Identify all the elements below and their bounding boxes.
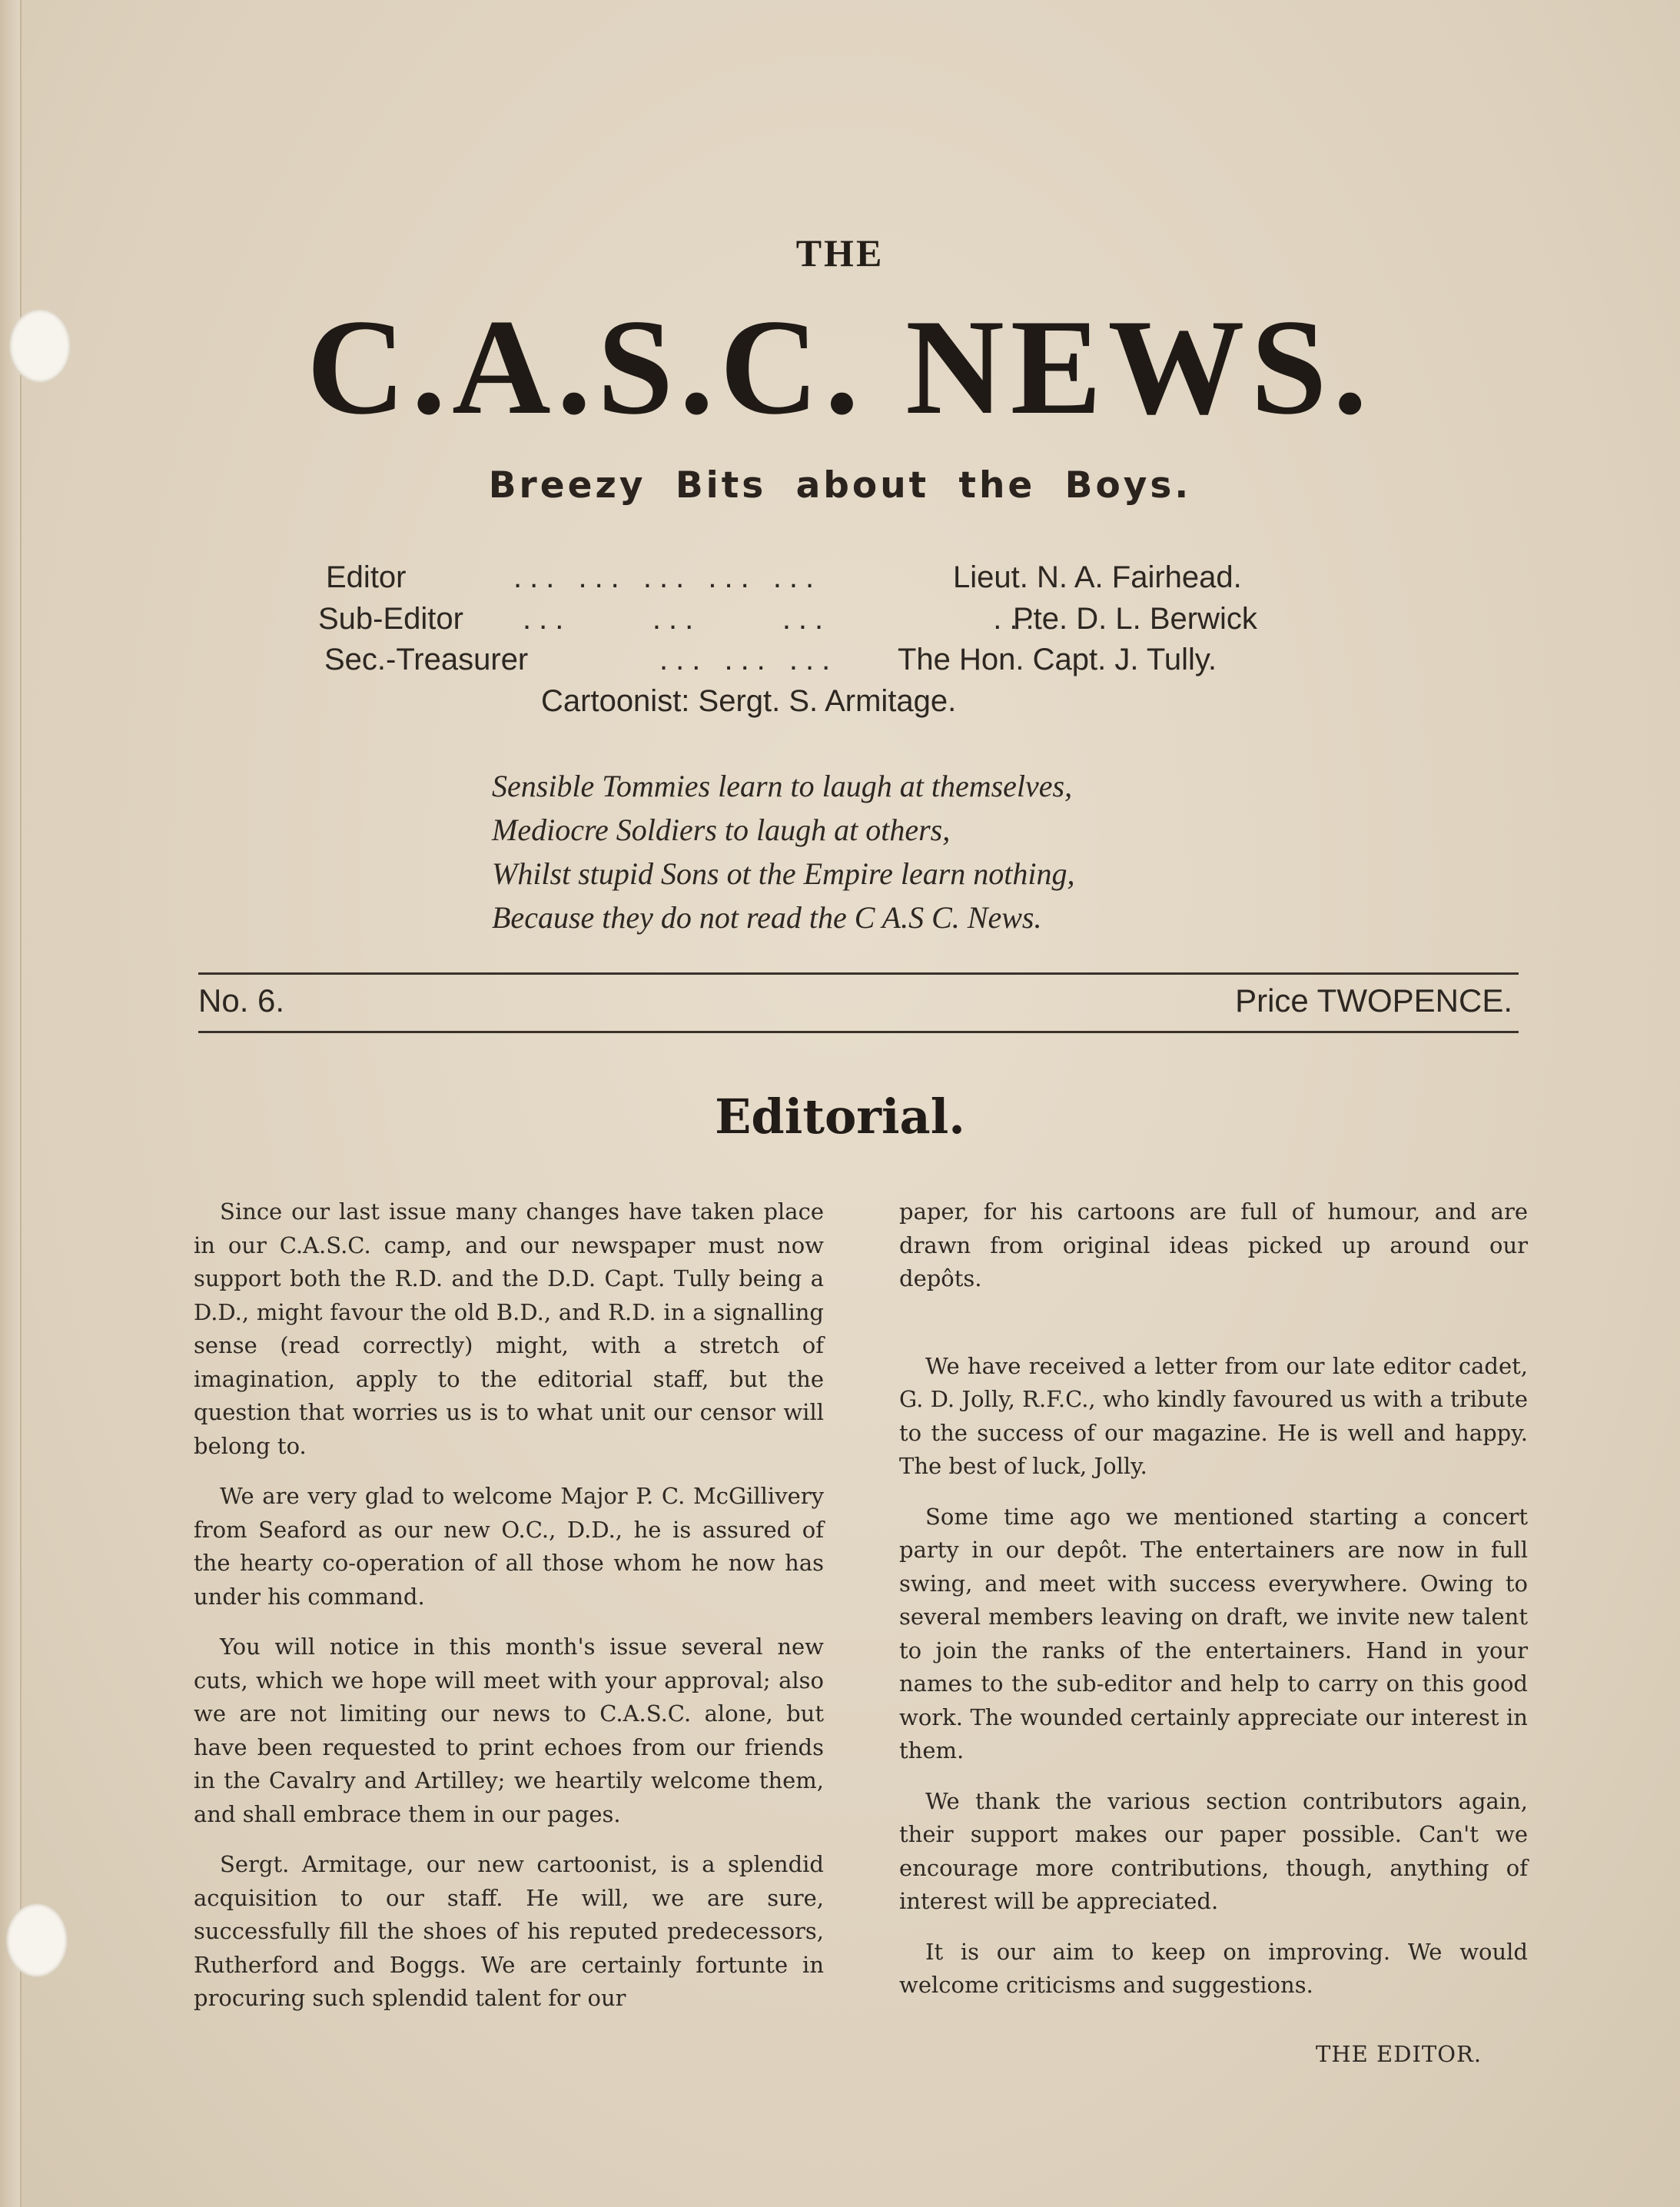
masthead-subtitle: Breezy Bits about the Boys. [488,464,1192,507]
editorial-paragraph: Some time ago we mentioned starting a concert party in our depôt. The entertainers are now in full swing, and meet with success everywhere. Owing to several members leaving on draft, we invite new talent to join the ranks of the entertainers. Hand in your names to the sub-editor and help to carry on this good work. The wounded certainly appreciate our interest in them. [899,1503,1528,1763]
masthead-the: THE [795,231,885,274]
editorial-paragraph: It is our aim to keep on improving. We would welcome criticisms and suggestions. [899,1938,1528,1998]
motto-line: Whilst stupid Sons ot the Empire learn nothing, [492,856,1075,891]
editorial-paragraph: Sergt. Armitage, our new cartoonist, is a splendid acquisition to our staff. He will, we are sure, successfully fill the shoes of his reputed predecessors, Rutherford and Boggs. We are certainly fortunte in procuring such splendid talent for our [194,1851,824,2011]
motto-line: Because they do not read the C A.S C. News. [492,900,1042,935]
divider-rule [198,1031,1519,1033]
staff-dots: ... ... ... ... [523,602,1042,636]
cartoonist-line: Cartoonist: Sergt. S. Armitage. [541,684,957,718]
staff-dots: ... ... ... ... ... [513,560,822,594]
editorial-paragraph: paper, for his cartoons are full of humour, and are drawn from original ideas picked up around our depôts. [899,1198,1528,1291]
staff-role: Sub-Editor [318,602,463,636]
editorial-paragraph: Since our last issue many changes have taken place in our C.A.S.C. camp, and our newspaper must now support both the R.D. and the D.D. Capt. Tully being a D.D., might favour the old B.D., and R.D. in a signalling sense (read correctly) might, with a stretch of imagination, apply to the editorial staff, but the question that worries us is to what unit our censor will belong to. [194,1198,824,1459]
editorial-paragraph: You will notice in this month's issue several new cuts, which we hope will meet with your approval; also we are not limiting our news to C.A.S.C. alone, but have been requested to print echoes from our friends in the Cavalry and Artilley; we heartily welcome them, and shall embrace them in our pages. [194,1634,824,1827]
editorial-right-column [899,1195,1528,2019]
editorial-left-column [194,1195,824,2033]
punch-hole [6,1903,68,1977]
staff-row-sub-editor [0,602,1680,640]
motto-line: Mediocre Soldiers to laugh at others, [492,813,951,847]
staff-dots: ... ... ... [659,643,838,676]
editorial-paragraph: We have received a letter from our late editor cadet, G. D. Jolly, R.F.C., who kindly favoured us with a tribute to the success of our magazine. He is well and happy. The best of luck, Jolly. [899,1352,1528,1479]
staff-role: Sec.-Treasurer [324,643,529,676]
editorial-paragraph: We are very glad to welcome Major P. C. McGillivery from Seaford as our new O.C., D.D., he is assured of the hearty co-operation of all those whom he now has under his command. [194,1483,824,1610]
motto [492,764,1075,939]
staff-role: Editor [326,560,407,594]
staff-row-sec-treasurer [0,643,1680,681]
staff-name: Lieut. N. A. Fairhead. [953,560,1242,594]
motto-line: Sensible Tommies learn to laugh at themselves, [492,769,1073,803]
staff-name: The Hon. Capt. J. Tully. [898,643,1217,676]
editor-signature: THE EDITOR. [1316,2041,1482,2067]
masthead-title: C.A.S.C. NEWS. [307,291,1373,443]
divider-rule [198,972,1519,975]
issue-number: No. 6. [198,982,285,1019]
price: Price TWOPENCE. [1235,982,1512,1019]
staff-name: Pte. D. L. Berwick [1013,602,1257,636]
editorial-heading: Editorial. [715,1089,965,1145]
editorial-paragraph: We thank the various section contributors again, their support makes our paper possible. Can't we encourage more contributions, though, anything of interest will be appreciated. [899,1787,1528,1914]
staff-row-editor [0,560,1680,599]
